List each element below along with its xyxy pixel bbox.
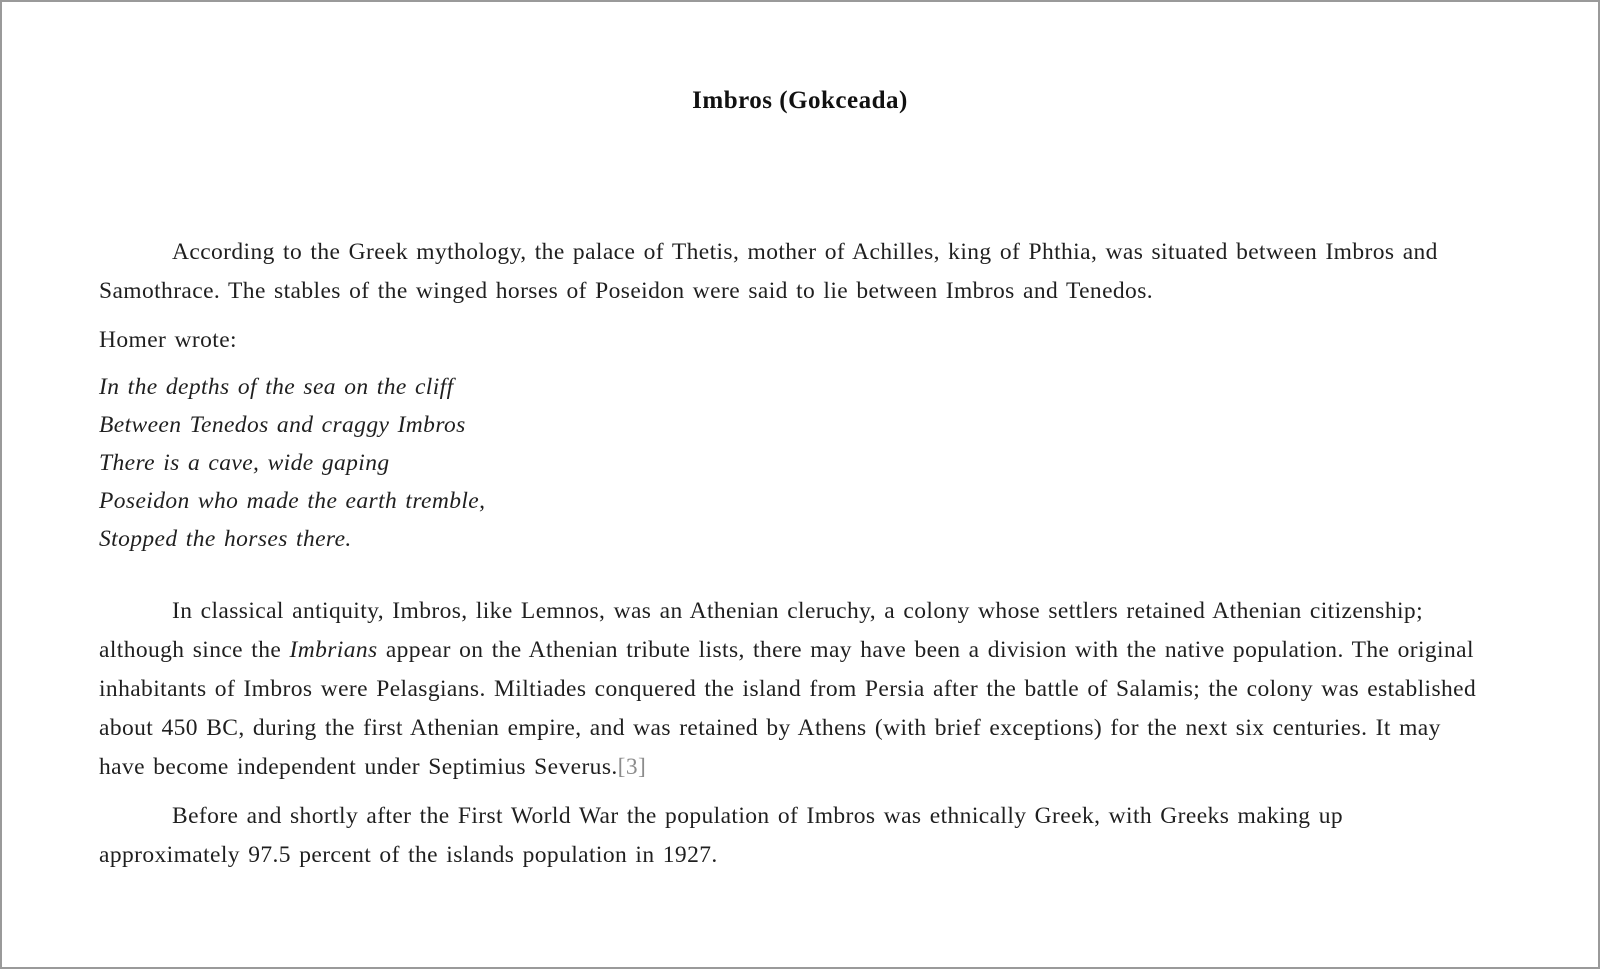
paragraph-antiquity [99, 592, 1480, 787]
citation-ref: [3] [617, 754, 647, 780]
poem-line: Poseidon who made the earth tremble, [99, 488, 486, 514]
paragraph-population: Before and shortly after the First World War the population of Imbros was ethnically Greek, with Greeks making up approximately 97.5 percent of the islands population in 1927. [99, 803, 1343, 868]
homer-wrote-label: Homer wrote: [99, 327, 237, 353]
homer-poem [99, 368, 1480, 558]
antiquity-text-end: appear on the Athenian tribute lists, there may have been a division with the native population. The original inhabitants of Imbros were Pelasgians. Miltiades conquered the island from Persia after the battle of Salamis; the colony was established about 450 BC, during the first Athenian empire, and was retained by Athens (with brief exceptions) for the next six centuries. It may have become independent under Septimius Severus. [99, 637, 1477, 780]
antiquity-italic-word: Imbrians [289, 637, 378, 663]
poem-line: Between Tenedos and craggy Imbros [99, 412, 466, 438]
document-body [2, 233, 1598, 875]
paragraph-mythology: According to the Greek mythology, the palace of Thetis, mother of Achilles, king of Phthia, was situated between Imbros and Samothrace. The stables of the winged horses of Poseidon were said to lie between Imbros and Tenedos. [99, 239, 1438, 304]
antiquity-text-start: In classical antiquity, Imbros, like Lemnos, was an Athenian cleruchy, a colony whose settlers retained Athenian citizenship; although since the [99, 598, 1424, 663]
poem-line: Stopped the horses there. [99, 526, 352, 552]
section-spacer [99, 558, 1480, 592]
poem-line: In the depths of the sea on the cliff [99, 374, 454, 400]
page-title: Imbros (Gokceada) [692, 87, 908, 114]
poem-line: There is a cave, wide gaping [99, 450, 390, 476]
